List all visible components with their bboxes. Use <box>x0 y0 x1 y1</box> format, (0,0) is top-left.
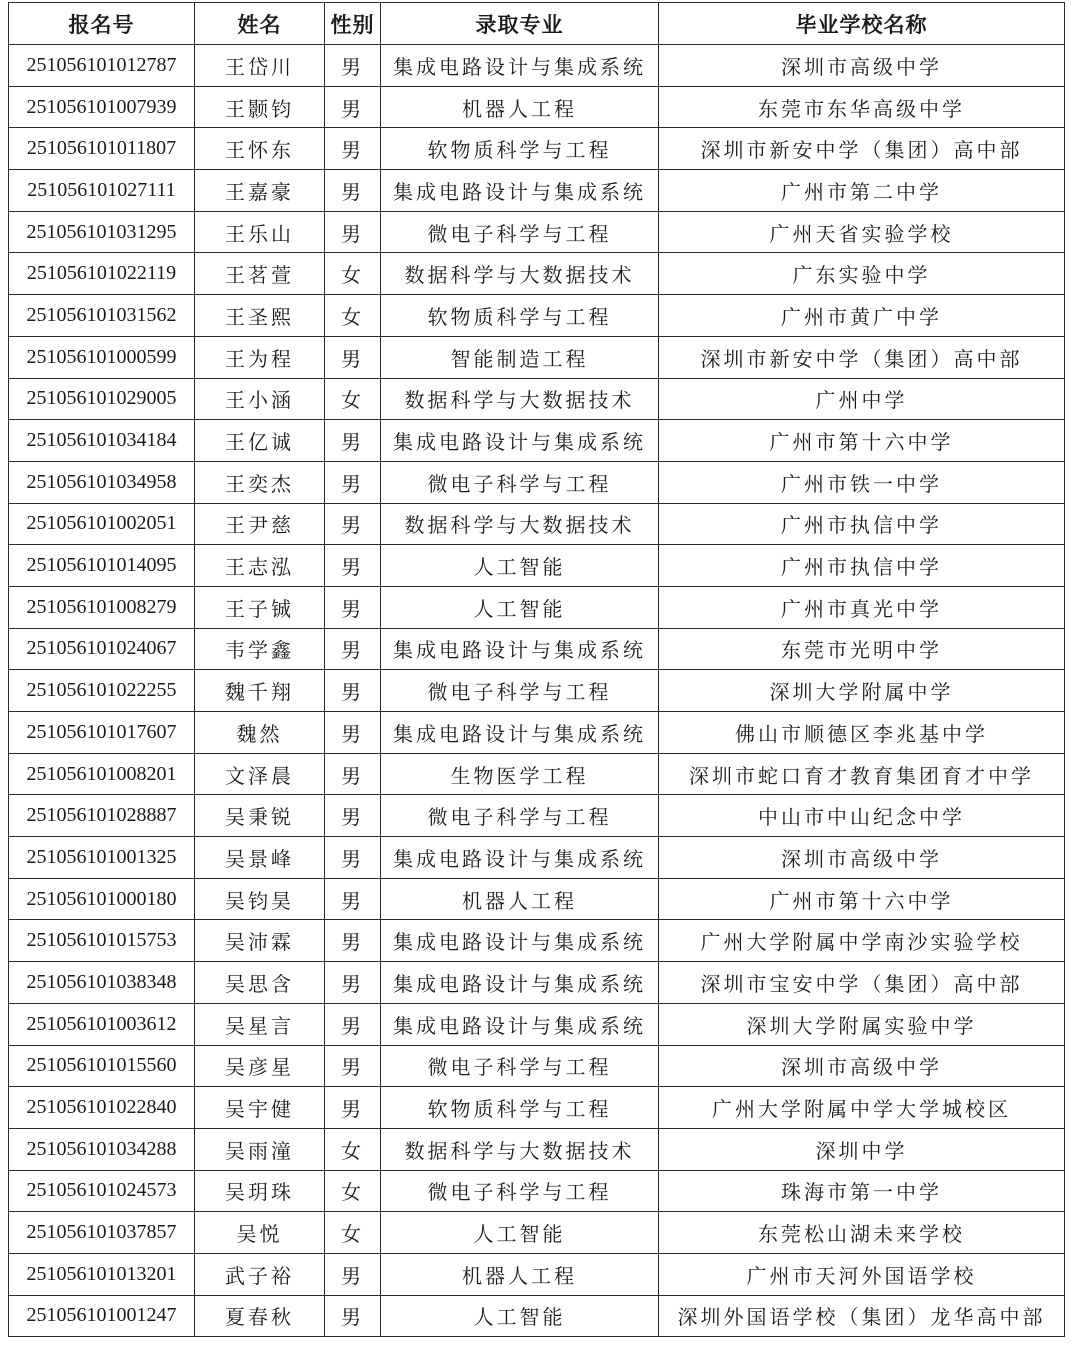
gender-cell: 男 <box>325 45 381 87</box>
header-school: 毕业学校名称 <box>659 3 1065 45</box>
gender-cell: 男 <box>325 670 381 712</box>
table-row <box>9 378 1065 420</box>
student-name-cell: 吴钧昊 <box>195 878 325 920</box>
table-row <box>9 837 1065 879</box>
school-cell: 广东实验中学 <box>659 253 1065 295</box>
major-cell: 数据科学与大数据技术 <box>381 503 659 545</box>
gender-cell: 女 <box>325 1128 381 1170</box>
registration-number-cell: 251056101028887 <box>9 795 195 837</box>
table-row <box>9 962 1065 1004</box>
major-cell: 软物质科学与工程 <box>381 295 659 337</box>
major-cell: 微电子科学与工程 <box>381 211 659 253</box>
major-cell: 集成电路设计与集成系统 <box>381 170 659 212</box>
major-cell: 集成电路设计与集成系统 <box>381 920 659 962</box>
registration-number-cell: 251056101011807 <box>9 128 195 170</box>
gender-cell: 男 <box>325 795 381 837</box>
registration-number-cell: 251056101029005 <box>9 378 195 420</box>
header-name: 姓名 <box>195 3 325 45</box>
school-cell: 广州大学附属中学大学城校区 <box>659 1087 1065 1129</box>
major-cell: 智能制造工程 <box>381 336 659 378</box>
major-cell: 人工智能 <box>381 545 659 587</box>
student-name-cell: 王尹慈 <box>195 503 325 545</box>
registration-number-cell: 251056101001325 <box>9 837 195 879</box>
table-row <box>9 295 1065 337</box>
school-cell: 广州市第十六中学 <box>659 878 1065 920</box>
school-cell: 深圳外国语学校（集团）龙华高中部 <box>659 1295 1065 1337</box>
school-cell: 广州市天河外国语学校 <box>659 1253 1065 1295</box>
registration-number-cell: 251056101015560 <box>9 1045 195 1087</box>
major-cell: 机器人工程 <box>381 878 659 920</box>
major-cell: 集成电路设计与集成系统 <box>381 628 659 670</box>
table-row <box>9 45 1065 87</box>
school-cell: 广州市第二中学 <box>659 170 1065 212</box>
registration-number-cell: 251056101024067 <box>9 628 195 670</box>
table-row <box>9 712 1065 754</box>
school-cell: 东莞市光明中学 <box>659 628 1065 670</box>
gender-cell: 男 <box>325 503 381 545</box>
registration-number-cell: 251056101017607 <box>9 712 195 754</box>
student-name-cell: 夏春秋 <box>195 1295 325 1337</box>
table-body <box>9 45 1065 1337</box>
school-cell: 佛山市顺德区李兆基中学 <box>659 712 1065 754</box>
gender-cell: 男 <box>325 628 381 670</box>
registration-number-cell: 251056101008279 <box>9 586 195 628</box>
gender-cell: 男 <box>325 420 381 462</box>
school-cell: 深圳市新安中学（集团）高中部 <box>659 336 1065 378</box>
table-row <box>9 545 1065 587</box>
major-cell: 集成电路设计与集成系统 <box>381 45 659 87</box>
student-name-cell: 吴彦星 <box>195 1045 325 1087</box>
school-cell: 广州市真光中学 <box>659 586 1065 628</box>
student-name-cell: 吴玥珠 <box>195 1170 325 1212</box>
school-cell: 深圳市蛇口育才教育集团育才中学 <box>659 753 1065 795</box>
table-row <box>9 920 1065 962</box>
student-name-cell: 王圣熙 <box>195 295 325 337</box>
table-row <box>9 170 1065 212</box>
gender-cell: 男 <box>325 170 381 212</box>
gender-cell: 男 <box>325 1087 381 1129</box>
gender-cell: 男 <box>325 712 381 754</box>
gender-cell: 女 <box>325 1212 381 1254</box>
registration-number-cell: 251056101003612 <box>9 1003 195 1045</box>
gender-cell: 男 <box>325 128 381 170</box>
registration-number-cell: 251056101022255 <box>9 670 195 712</box>
student-name-cell: 王岱川 <box>195 45 325 87</box>
school-cell: 中山市中山纪念中学 <box>659 795 1065 837</box>
table-row <box>9 670 1065 712</box>
registration-number-cell: 251056101034958 <box>9 461 195 503</box>
registration-number-cell: 251056101034184 <box>9 420 195 462</box>
gender-cell: 男 <box>325 753 381 795</box>
student-name-cell: 吴星言 <box>195 1003 325 1045</box>
student-name-cell: 魏千翔 <box>195 670 325 712</box>
table-row <box>9 253 1065 295</box>
school-cell: 广州中学 <box>659 378 1065 420</box>
registration-number-cell: 251056101013201 <box>9 1253 195 1295</box>
school-cell: 广州市铁一中学 <box>659 461 1065 503</box>
school-cell: 广州市执信中学 <box>659 503 1065 545</box>
gender-cell: 男 <box>325 962 381 1004</box>
student-name-cell: 王颢钧 <box>195 86 325 128</box>
major-cell: 集成电路设计与集成系统 <box>381 962 659 1004</box>
major-cell: 集成电路设计与集成系统 <box>381 837 659 879</box>
table-row <box>9 503 1065 545</box>
student-name-cell: 文泽晨 <box>195 753 325 795</box>
major-cell: 机器人工程 <box>381 1253 659 1295</box>
gender-cell: 女 <box>325 295 381 337</box>
table-row <box>9 211 1065 253</box>
student-name-cell: 王子铖 <box>195 586 325 628</box>
registration-number-cell: 251056101008201 <box>9 753 195 795</box>
registration-number-cell: 251056101031562 <box>9 295 195 337</box>
registration-number-cell: 251056101024573 <box>9 1170 195 1212</box>
gender-cell: 男 <box>325 837 381 879</box>
school-cell: 深圳市高级中学 <box>659 45 1065 87</box>
student-name-cell: 吴景峰 <box>195 837 325 879</box>
student-name-cell: 王乐山 <box>195 211 325 253</box>
table-row <box>9 1045 1065 1087</box>
table-header <box>9 3 1065 45</box>
major-cell: 集成电路设计与集成系统 <box>381 712 659 754</box>
school-cell: 广州市第十六中学 <box>659 420 1065 462</box>
student-name-cell: 王小涵 <box>195 378 325 420</box>
major-cell: 数据科学与大数据技术 <box>381 378 659 420</box>
major-cell: 微电子科学与工程 <box>381 795 659 837</box>
gender-cell: 男 <box>325 461 381 503</box>
table-row <box>9 128 1065 170</box>
major-cell: 集成电路设计与集成系统 <box>381 420 659 462</box>
registration-number-cell: 251056101000180 <box>9 878 195 920</box>
table-row <box>9 628 1065 670</box>
gender-cell: 女 <box>325 378 381 420</box>
gender-cell: 男 <box>325 1253 381 1295</box>
gender-cell: 男 <box>325 1003 381 1045</box>
registration-number-cell: 251056101037857 <box>9 1212 195 1254</box>
table-row <box>9 420 1065 462</box>
header-registration-number: 报名号 <box>9 3 195 45</box>
major-cell: 数据科学与大数据技术 <box>381 253 659 295</box>
registration-number-cell: 251056101038348 <box>9 962 195 1004</box>
table-row <box>9 795 1065 837</box>
gender-cell: 男 <box>325 920 381 962</box>
major-cell: 微电子科学与工程 <box>381 670 659 712</box>
major-cell: 人工智能 <box>381 1212 659 1254</box>
gender-cell: 男 <box>325 211 381 253</box>
registration-number-cell: 251056101007939 <box>9 86 195 128</box>
student-name-cell: 王怀东 <box>195 128 325 170</box>
major-cell: 软物质科学与工程 <box>381 128 659 170</box>
table-row <box>9 586 1065 628</box>
gender-cell: 男 <box>325 586 381 628</box>
school-cell: 深圳大学附属实验中学 <box>659 1003 1065 1045</box>
table-row <box>9 336 1065 378</box>
school-cell: 东莞松山湖未来学校 <box>659 1212 1065 1254</box>
student-name-cell: 王为程 <box>195 336 325 378</box>
table-row <box>9 1170 1065 1212</box>
student-name-cell: 武子裕 <box>195 1253 325 1295</box>
student-name-cell: 吴雨潼 <box>195 1128 325 1170</box>
table-row <box>9 753 1065 795</box>
gender-cell: 女 <box>325 1170 381 1212</box>
school-cell: 深圳市高级中学 <box>659 1045 1065 1087</box>
gender-cell: 男 <box>325 336 381 378</box>
admission-table <box>8 2 1065 1337</box>
school-cell: 深圳市新安中学（集团）高中部 <box>659 128 1065 170</box>
registration-number-cell: 251056101034288 <box>9 1128 195 1170</box>
major-cell: 生物医学工程 <box>381 753 659 795</box>
major-cell: 集成电路设计与集成系统 <box>381 1003 659 1045</box>
school-cell: 东莞市东华高级中学 <box>659 86 1065 128</box>
registration-number-cell: 251056101001247 <box>9 1295 195 1337</box>
student-name-cell: 王茗萱 <box>195 253 325 295</box>
gender-cell: 男 <box>325 1295 381 1337</box>
table-row <box>9 878 1065 920</box>
major-cell: 数据科学与大数据技术 <box>381 1128 659 1170</box>
student-name-cell: 吴思含 <box>195 962 325 1004</box>
gender-cell: 女 <box>325 253 381 295</box>
student-name-cell: 吴沛霖 <box>195 920 325 962</box>
header-major: 录取专业 <box>381 3 659 45</box>
student-name-cell: 吴宇健 <box>195 1087 325 1129</box>
registration-number-cell: 251056101012787 <box>9 45 195 87</box>
major-cell: 人工智能 <box>381 1295 659 1337</box>
major-cell: 软物质科学与工程 <box>381 1087 659 1129</box>
student-name-cell: 王志泓 <box>195 545 325 587</box>
registration-number-cell: 251056101022840 <box>9 1087 195 1129</box>
registration-number-cell: 251056101015753 <box>9 920 195 962</box>
school-cell: 深圳市宝安中学（集团）高中部 <box>659 962 1065 1004</box>
major-cell: 微电子科学与工程 <box>381 1045 659 1087</box>
major-cell: 人工智能 <box>381 586 659 628</box>
student-name-cell: 韦学鑫 <box>195 628 325 670</box>
school-cell: 广州市黄广中学 <box>659 295 1065 337</box>
school-cell: 深圳大学附属中学 <box>659 670 1065 712</box>
table-row <box>9 1295 1065 1337</box>
registration-number-cell: 251056101000599 <box>9 336 195 378</box>
school-cell: 广州大学附属中学南沙实验学校 <box>659 920 1065 962</box>
school-cell: 深圳市高级中学 <box>659 837 1065 879</box>
table-row <box>9 1128 1065 1170</box>
student-name-cell: 吴秉锐 <box>195 795 325 837</box>
table-row <box>9 1087 1065 1129</box>
table-row <box>9 1212 1065 1254</box>
major-cell: 微电子科学与工程 <box>381 1170 659 1212</box>
table-row <box>9 1003 1065 1045</box>
table-row <box>9 86 1065 128</box>
student-name-cell: 魏然 <box>195 712 325 754</box>
gender-cell: 男 <box>325 1045 381 1087</box>
header-row <box>9 3 1065 45</box>
student-name-cell: 王亿诚 <box>195 420 325 462</box>
registration-number-cell: 251056101014095 <box>9 545 195 587</box>
table-row <box>9 1253 1065 1295</box>
student-name-cell: 王嘉豪 <box>195 170 325 212</box>
registration-number-cell: 251056101027111 <box>9 170 195 212</box>
table-row <box>9 461 1065 503</box>
school-cell: 广州市执信中学 <box>659 545 1065 587</box>
school-cell: 珠海市第一中学 <box>659 1170 1065 1212</box>
student-name-cell: 王奕杰 <box>195 461 325 503</box>
student-name-cell: 吴悦 <box>195 1212 325 1254</box>
school-cell: 广州天省实验学校 <box>659 211 1065 253</box>
registration-number-cell: 251056101022119 <box>9 253 195 295</box>
registration-number-cell: 251056101002051 <box>9 503 195 545</box>
gender-cell: 男 <box>325 878 381 920</box>
header-gender: 性别 <box>325 3 381 45</box>
registration-number-cell: 251056101031295 <box>9 211 195 253</box>
gender-cell: 男 <box>325 545 381 587</box>
major-cell: 机器人工程 <box>381 86 659 128</box>
gender-cell: 男 <box>325 86 381 128</box>
major-cell: 微电子科学与工程 <box>381 461 659 503</box>
school-cell: 深圳中学 <box>659 1128 1065 1170</box>
